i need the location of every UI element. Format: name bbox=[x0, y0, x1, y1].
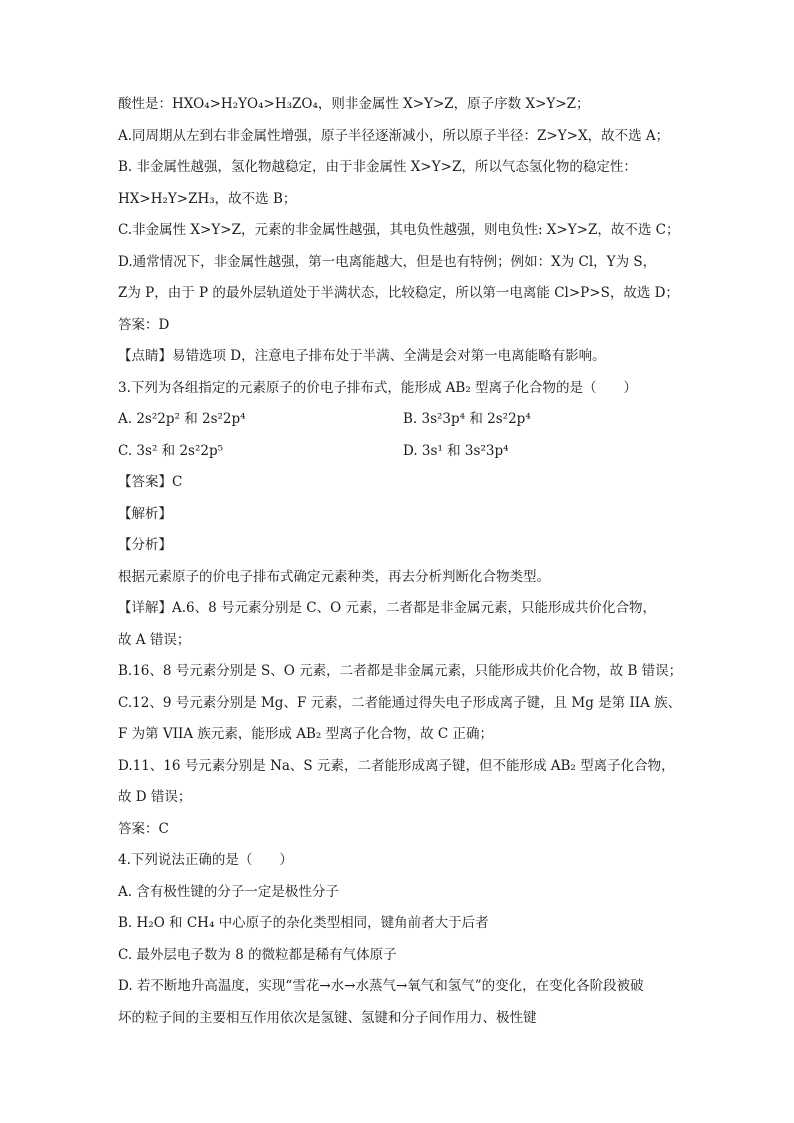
q3-option-a: A. 2s²2p² 和 2s²2p⁴ bbox=[118, 411, 246, 427]
answer-line: 答案：D bbox=[118, 316, 170, 333]
text-line: HX>H₂Y>ZH₃，故不选 B； bbox=[118, 190, 297, 207]
q4-option-c: C. 最外层电子数为 8 的微粒都是稀有气体原子 bbox=[118, 946, 397, 963]
text-line: C.12、9 号元素分别是 Mg、F 元素，二者能通过得失电子形成离子键，且 Mg 是第 IIA 族、 bbox=[118, 694, 682, 711]
answer-line: 答案：C bbox=[118, 820, 169, 837]
text-line: 根据元素原子的价电子排布式确定元素种类，再去分析判断化合物类型。 bbox=[118, 568, 550, 585]
question-4-stem: 4.下列说法正确的是（ ） bbox=[118, 852, 293, 868]
q4-option-a: A. 含有极性键的分子一定是极性分子 bbox=[118, 883, 339, 900]
q4-option-d: D. 若不断地升高温度，实现“雪花→水→水蒸气→氧气和氢气”的变化，在变化各阶段被破 bbox=[118, 978, 644, 994]
question-3-stem: 3.下列为各组指定的元素原子的价电子排布式，能形成 AB₂ 型离子化合物的是（ ） bbox=[118, 379, 638, 396]
text-line: Z为 P，由于 P 的最外层轨道处于半满状态，比较稳定，所以第一电离能 Cl>P>S，故选 D； bbox=[118, 285, 679, 301]
text-line: C.非金属性 X>Y>Z，元素的非金属性越强，其电负性越强，则电负性: X>Y>Z，故不选 C； bbox=[118, 222, 680, 238]
text-line: A.同周期从左到右非金属性增强，原子半径逐渐减小，所以原子半径：Z>Y>X，故不选 A； bbox=[118, 127, 670, 144]
q3-option-b: B. 3s²3p⁴ 和 2s²2p⁴ bbox=[403, 411, 531, 427]
text-line: F 为第 VIIA 族元素，能形成 AB₂ 型离子化合物，故 C 正确； bbox=[118, 726, 493, 742]
q4-option-b: B. H₂O 和 CH₄ 中心原子的杂化类型相同，键角前者大于后者 bbox=[118, 915, 489, 931]
text-line: B.16、8 号元素分别是 S、O 元素，二者都是非金属元素，只能形成共价化合物，故 B 错误； bbox=[118, 663, 683, 679]
text-line: D.通常情况下，非金属性越强，第一电离能越大，但是也有特例；例如：X为 Cl，Y为 S， bbox=[118, 253, 657, 270]
q3-options-row-1 bbox=[118, 410, 688, 428]
text-line: B. 非金属性越强，氢化物越稳定，由于非金属性 X>Y>Z，所以气态氢化物的稳定性： bbox=[118, 159, 637, 175]
text-line: 故 D 错误； bbox=[118, 789, 192, 805]
text-line: 坏的粒子间的主要相互作用依次是氢键、氢键和分子间作用力、极性键 bbox=[118, 1009, 537, 1026]
q3-option-c: C. 3s² 和 2s²2p⁵ bbox=[118, 442, 224, 459]
note-line: 【点睛】易错选项 D，注意电子排布处于半满、全满是会对第一电离能略有影响。 bbox=[118, 348, 606, 364]
text-line: D.11、16 号元素分别是 Na、S 元素，二者能形成离子键，但不能形成 AB₂ 型离子化合物， bbox=[118, 757, 675, 774]
detail-line: 【详解】A.6、8 号元素分别是 C、O 元素，二者都是非金属元素，只能形成共价化合物， bbox=[118, 600, 656, 616]
document-page bbox=[118, 95, 688, 1040]
text-line: 酸性是：HXO₄>H₂YO₄>H₃ZO₄，则非金属性 X>Y>Z，原子序数 X>Y>Z； bbox=[118, 96, 590, 112]
answer-heading: 【答案】C bbox=[118, 474, 183, 490]
analysis-heading: 【解析】 bbox=[118, 505, 172, 522]
text-line: 故 A 错误； bbox=[118, 631, 191, 648]
analysis-subheading: 【分析】 bbox=[118, 537, 172, 553]
q3-option-d: D. 3s¹ 和 3s²3p⁴ bbox=[403, 442, 509, 459]
q3-options-row-2 bbox=[118, 442, 688, 460]
